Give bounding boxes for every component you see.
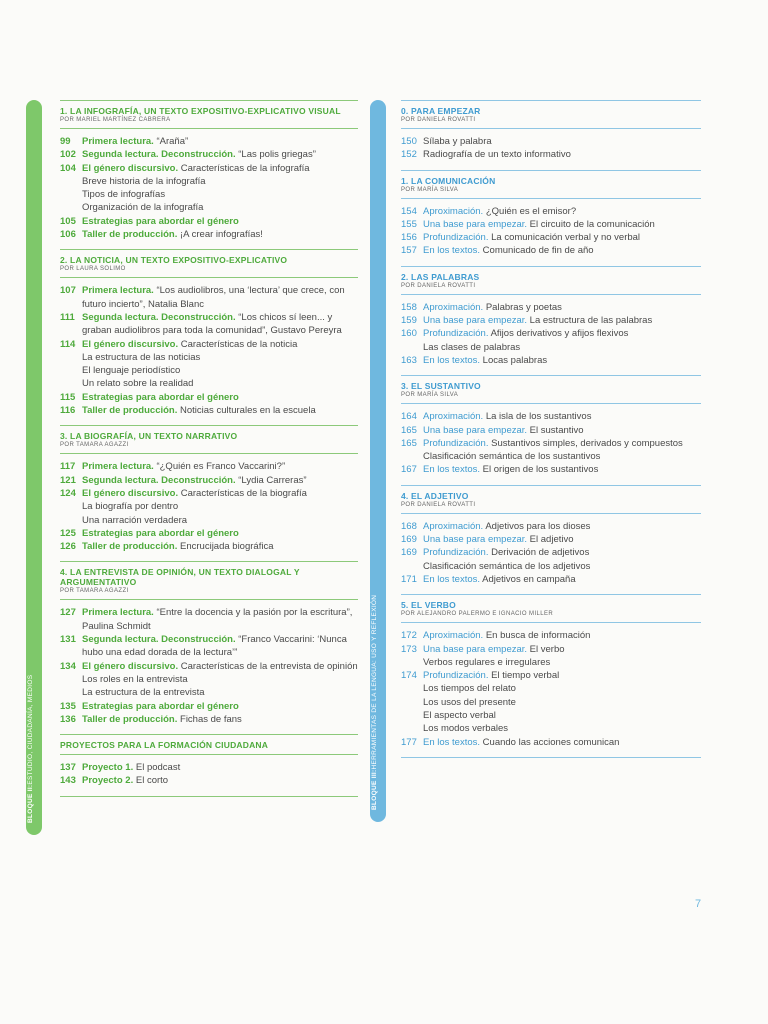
entry-keyword: Aproximación.: [423, 301, 484, 313]
section-author: POR DANIELA ROVATTI: [401, 117, 476, 123]
entry-page-number: 150: [401, 136, 417, 147]
entry-page-number: 158: [401, 301, 417, 313]
section-divider: [60, 277, 358, 278]
entry-page-number: 105: [60, 215, 76, 227]
entry-text: Los modos verbales: [423, 723, 509, 735]
toc-subentry[interactable]: [60, 686, 358, 699]
entry-text: “Franco Vaccarini: ‘Nunca hubo una edad dorada de la lectura’”: [82, 634, 347, 659]
toc-entry[interactable]: [401, 424, 701, 437]
entry-text: Características de la noticia: [178, 338, 298, 350]
toc-section: [60, 734, 358, 796]
toc-entry[interactable]: [401, 205, 701, 218]
toc-entry[interactable]: [60, 540, 358, 553]
toc-section: [401, 170, 701, 266]
toc-entry[interactable]: [401, 669, 701, 682]
toc-section: [401, 375, 701, 484]
entry-keyword: Primera lectura.: [82, 136, 154, 147]
toc-entry[interactable]: [401, 410, 701, 423]
toc-entry[interactable]: [60, 460, 358, 473]
bloque-ii-bar: [26, 100, 42, 835]
entry-text: Palabras y poetas: [483, 301, 562, 313]
entry-text: “Las polis griegas”: [235, 149, 316, 161]
entry-page-number: 111: [60, 311, 75, 323]
entry-keyword: Estrategias para abordar el género: [82, 215, 239, 227]
entry-list: [401, 205, 701, 266]
toc-entry[interactable]: [401, 573, 701, 586]
entry-keyword: Una base para empezar.: [423, 643, 528, 655]
entry-keyword: Aproximación.: [423, 520, 484, 532]
section-author: POR DANIELA ROVATTI: [401, 501, 476, 508]
entry-text: Las clases de palabras: [423, 341, 521, 353]
entry-page-number: 117: [60, 461, 76, 473]
section-title: PROYECTOS PARA LA FORMACIÓN CIUDADANA: [60, 740, 269, 751]
entry-text: En busca de información: [483, 630, 591, 642]
entry-text: Clasificación semántica de los sustantivos: [423, 451, 601, 463]
toc-entry[interactable]: [401, 463, 701, 476]
entry-keyword: Aproximación.: [423, 205, 484, 217]
entry-page-number: 169: [401, 534, 417, 546]
toc-section: [401, 100, 701, 170]
toc-entry[interactable]: [401, 354, 701, 367]
section-title: 3. EL SUSTANTIVO: [401, 381, 481, 392]
toc-entry[interactable]: [60, 474, 358, 487]
entry-text: Noticias culturales en la escuela: [177, 405, 316, 417]
entry-text: Características de la entrevista de opinión: [178, 660, 358, 672]
entry-page-number: 131: [60, 634, 76, 646]
entry-text: “Los chicos sí leen... y graban audiolibros para toda la comunidad”, Gustavo Pereyra: [82, 311, 342, 337]
entry-page-number: 154: [401, 205, 417, 217]
toc-subentry[interactable]: [60, 377, 358, 390]
entry-list: [60, 460, 358, 561]
toc-section: [401, 266, 701, 375]
entry-page-number: 134: [60, 660, 76, 672]
right-column-toc: [401, 100, 701, 764]
section-author: POR MARÍA SILVA: [401, 392, 459, 399]
toc-entry[interactable]: [401, 301, 701, 314]
entry-page-number: 126: [60, 541, 76, 553]
entry-text: El corto: [133, 775, 169, 787]
toc-entry[interactable]: [60, 713, 358, 726]
entry-page-number: 156: [401, 232, 417, 244]
section-divider: [401, 622, 701, 623]
entry-keyword: En los textos.: [423, 464, 481, 476]
entry-keyword: Segunda lectura. Deconstrucción.: [82, 634, 236, 646]
entry-keyword: Proyecto 1.: [82, 762, 134, 774]
section-title: 1. LA INFOGRAFÍA, UN TEXTO EXPOSITIVO-EXPLICATIVO VISUAL: [60, 106, 341, 116]
bloque-ii-label-text: ESTUDIO, CIUDADANÍA, MEDIOS: [27, 674, 34, 785]
entry-keyword: Taller de producción.: [82, 541, 178, 553]
entry-text: El origen de los sustantivos: [480, 464, 599, 476]
bloque-iii-bar: [370, 100, 386, 822]
toc-entry[interactable]: [60, 391, 358, 404]
toc-entry[interactable]: [60, 527, 358, 540]
toc-entry[interactable]: [401, 520, 701, 533]
toc-entry[interactable]: [401, 244, 701, 257]
toc-subentry[interactable]: [401, 450, 701, 463]
toc-entry[interactable]: [401, 736, 701, 749]
toc-entry[interactable]: [60, 487, 358, 500]
toc-section: [401, 485, 701, 594]
entry-keyword: El género discursivo.: [82, 660, 179, 672]
entry-keyword: Profundización.: [423, 437, 489, 449]
entry-text: Afijos derivativos y afijos flexivos: [488, 328, 629, 340]
entry-text: ¡A crear infografías!: [177, 229, 263, 241]
entry-page-number: 164: [401, 411, 417, 423]
entry-keyword: Aproximación.: [423, 411, 484, 423]
entry-page-number: 127: [60, 607, 76, 619]
toc-subentry[interactable]: [60, 673, 358, 686]
entry-text: El verbo: [527, 643, 565, 655]
entry-text: La comunicación verbal y no verbal: [488, 232, 641, 244]
entry-keyword: El género discursivo.: [82, 338, 179, 350]
toc-entry[interactable]: [401, 643, 701, 656]
entry-keyword: Profundización.: [423, 328, 489, 340]
entry-keyword: Taller de producción.: [82, 713, 178, 725]
entry-page-number: 157: [401, 245, 417, 257]
entry-text: Características de la infografía: [178, 162, 310, 174]
entry-page-number: 125: [60, 527, 76, 539]
entry-text: Los tiempos del relato: [423, 683, 516, 695]
entry-keyword: Segunda lectura. Deconstrucción.: [82, 149, 236, 161]
entry-list: [60, 135, 358, 249]
entry-list: [60, 761, 358, 796]
entry-page-number: 104: [60, 162, 76, 174]
toc-subentry[interactable]: [401, 656, 701, 669]
toc-entry[interactable]: [60, 284, 358, 311]
entry-text: El aspecto verbal: [423, 710, 496, 722]
entry-text: Tipos de infografías: [82, 189, 166, 201]
entry-page-number: 174: [401, 670, 417, 682]
entry-text: El lenguaje periodístico: [82, 365, 181, 377]
entry-text: Un relato sobre la realidad: [82, 378, 194, 390]
entry-page-number: 173: [401, 643, 417, 655]
column-end-divider: [60, 796, 358, 797]
toc-subentry[interactable]: [60, 201, 358, 214]
entry-page-number: 177: [401, 736, 417, 748]
entry-keyword: Primera lectura.: [82, 285, 154, 297]
entry-list: [401, 135, 701, 170]
section-author: POR TAMARA AGAZZI: [60, 588, 129, 595]
entry-text: Locas palabras: [480, 354, 548, 366]
entry-keyword: El género discursivo.: [82, 162, 179, 174]
section-title: 0. PARA EMPEZAR: [401, 106, 481, 116]
entry-text: “¿Quién es Franco Vaccarini?”: [153, 461, 286, 473]
toc-entry[interactable]: [401, 135, 701, 148]
toc-entry[interactable]: [60, 404, 358, 417]
section-author: POR TAMARA AGAZZI: [60, 442, 129, 449]
toc-entry[interactable]: [60, 633, 358, 660]
section-divider: [401, 128, 701, 129]
entry-page-number: 116: [60, 405, 76, 417]
toc-subentry[interactable]: [60, 188, 358, 201]
entry-page-number: 136: [60, 713, 76, 725]
toc-entry[interactable]: [60, 700, 358, 713]
toc-entry[interactable]: [401, 533, 701, 546]
entry-text: “Araña”: [153, 136, 189, 147]
entry-page-number: 167: [401, 464, 417, 476]
entry-keyword: Profundización.: [423, 547, 489, 559]
entry-text: Cuando las acciones comunican: [480, 736, 620, 748]
entry-page-number: 135: [60, 700, 76, 712]
entry-text: Fichas de fans: [177, 713, 242, 725]
entry-keyword: Estrategias para abordar el género: [82, 391, 239, 403]
entry-text: La estructura de las palabras: [527, 315, 653, 327]
entry-keyword: Una base para empezar.: [423, 315, 528, 327]
entry-text: Derivación de adjetivos: [488, 547, 590, 559]
entry-page-number: 163: [401, 354, 417, 366]
toc-subentry[interactable]: [401, 722, 701, 735]
toc-section: [60, 425, 358, 561]
toc-entry[interactable]: [60, 311, 358, 338]
section-divider: [401, 198, 701, 199]
toc-subentry[interactable]: [401, 341, 701, 354]
entry-text: El sustantivo: [527, 424, 584, 436]
entry-keyword: Taller de producción.: [82, 229, 178, 241]
toc-entry[interactable]: [401, 327, 701, 340]
entry-keyword: En los textos.: [423, 245, 481, 257]
entry-list: [401, 301, 701, 375]
entry-page-number: 165: [401, 437, 417, 449]
toc-subentry[interactable]: [401, 709, 701, 722]
entry-page-number: 121: [60, 474, 76, 486]
entry-text: Características de la biografía: [178, 487, 307, 499]
entry-keyword: Taller de producción.: [82, 405, 178, 417]
toc-entry[interactable]: [401, 629, 701, 642]
entry-keyword: Segunda lectura. Deconstrucción.: [82, 474, 236, 486]
entry-keyword: Primera lectura.: [82, 461, 154, 473]
section-divider: [60, 453, 358, 454]
section-divider: [401, 403, 701, 404]
toc-entry[interactable]: [60, 162, 358, 175]
entry-text: ¿Quién es el emisor?: [483, 205, 577, 217]
bloque-ii-label-bold: BLOQUE II:: [27, 784, 34, 823]
entry-text: Clasificación semántica de los adjetivos: [423, 560, 591, 572]
entry-page-number: 106: [60, 229, 76, 241]
entry-text: El podcast: [133, 762, 181, 774]
toc-entry[interactable]: [401, 148, 701, 161]
entry-list: [401, 629, 701, 757]
section-author: POR LAURA SOLIMO: [60, 266, 126, 273]
entry-text: La isla de los sustantivos: [483, 411, 592, 423]
column-end-divider: [401, 757, 701, 758]
toc-subentry[interactable]: [60, 175, 358, 188]
section-title: 2. LAS PALABRAS: [401, 271, 480, 282]
entry-page-number: 160: [401, 328, 417, 340]
entry-page-number: 99: [60, 136, 71, 147]
entry-text: El circuito de la comunicación: [527, 218, 655, 230]
entry-text: “Los audiolibros, una ‘lectura’ que crece, con futuro incierto”, Natalia Blanc: [82, 285, 345, 310]
toc-entry[interactable]: [60, 606, 358, 633]
left-column-toc: [60, 100, 358, 803]
entry-keyword: En los textos.: [423, 736, 481, 748]
entry-keyword: Proyecto 2.: [82, 775, 134, 787]
entry-page-number: 159: [401, 315, 417, 327]
entry-page-number: 124: [60, 487, 76, 499]
entry-text: Los roles en la entrevista: [82, 673, 188, 685]
entry-page-number: 137: [60, 762, 76, 774]
entry-page-number: 114: [60, 338, 76, 350]
toc-entry[interactable]: [401, 314, 701, 327]
toc-entry[interactable]: [60, 228, 358, 241]
entry-text: “Lydia Carreras”: [235, 474, 307, 486]
section-title: 1. LA COMUNICACIÓN: [401, 175, 496, 186]
toc-subentry[interactable]: [60, 514, 358, 527]
entry-page-number: 115: [60, 391, 76, 403]
section-divider: [401, 513, 701, 514]
entry-page-number: 168: [401, 520, 417, 532]
entry-text: Comunicado de fin de año: [480, 245, 594, 257]
entry-text: Encrucijada biográfica: [177, 541, 274, 553]
section-divider: [60, 599, 358, 600]
entry-page-number: 165: [401, 424, 417, 436]
section-title: 4. EL ADJETIVO: [401, 490, 469, 501]
toc-section: [401, 594, 701, 757]
entry-keyword: Primera lectura.: [82, 607, 154, 619]
entry-keyword: Una base para empezar.: [423, 218, 528, 230]
entry-keyword: Profundización.: [423, 670, 489, 682]
toc-entry[interactable]: [401, 437, 701, 450]
entry-text: Verbos regulares e irregulares: [423, 656, 551, 668]
toc-entry[interactable]: [401, 218, 701, 231]
entry-text: Los usos del presente: [423, 696, 516, 708]
entry-page-number: 169: [401, 547, 417, 559]
entry-keyword: En los textos.: [423, 354, 481, 366]
toc-section: [60, 100, 358, 249]
toc-entry[interactable]: [60, 660, 358, 673]
toc-entry[interactable]: [60, 338, 358, 351]
entry-text: Una narración verdadera: [82, 514, 188, 526]
toc-subentry[interactable]: [60, 364, 358, 377]
section-title: 4. LA ENTREVISTA DE OPINIÓN, UN TEXTO DIALOGAL Y ARGUMENTATIVO: [60, 567, 300, 588]
toc-subentry[interactable]: [401, 682, 701, 695]
entry-list: [401, 520, 701, 594]
entry-keyword: Estrategias para abordar el género: [82, 700, 239, 712]
entry-text: La estructura de las noticias: [82, 351, 201, 363]
toc-subentry[interactable]: [60, 500, 358, 513]
section-divider: [401, 294, 701, 295]
entry-list: [60, 284, 358, 425]
entry-keyword: Una base para empezar.: [423, 534, 528, 546]
bloque-iii-label-text: HERRAMIENTAS DE LA LENGUA: USO Y REFLEXIÓN: [371, 594, 378, 770]
entry-page-number: 102: [60, 149, 76, 161]
section-divider: [60, 754, 358, 755]
page-number: 7: [695, 898, 702, 910]
entry-text: “Entre la docencia y la pasión por la escritura”, Paulina Schmidt: [82, 607, 353, 632]
entry-text: Breve historia de la infografía: [82, 175, 206, 187]
toc-entry[interactable]: [401, 231, 701, 244]
toc-entry[interactable]: [60, 215, 358, 228]
entry-page-number: 172: [401, 630, 417, 642]
section-author: POR ALEJANDRO PALERMO E IGNACIO MILLER: [401, 611, 554, 618]
entry-text: Organización de la infografía: [82, 202, 204, 214]
entry-list: [60, 606, 358, 734]
entry-page-number: 155: [401, 218, 417, 230]
toc-entry[interactable]: [60, 148, 358, 161]
section-divider: [60, 128, 358, 129]
section-title: 2. LA NOTICIA, UN TEXTO EXPOSITIVO-EXPLICATIVO: [60, 255, 288, 266]
entry-page-number: 143: [60, 775, 76, 787]
entry-text: Adjetivos en campaña: [480, 573, 576, 585]
entry-keyword: El género discursivo.: [82, 487, 179, 499]
entry-text: El tiempo verbal: [488, 670, 560, 682]
toc-subentry[interactable]: [401, 560, 701, 573]
entry-list: [401, 410, 701, 484]
toc-entry[interactable]: [60, 135, 358, 148]
toc-subentry[interactable]: [401, 696, 701, 709]
entry-text: El adjetivo: [527, 534, 574, 546]
section-author: POR MARIEL MARTÍNEZ CABRERA: [60, 117, 171, 123]
entry-text: Sílaba y palabra: [423, 136, 492, 147]
entry-page-number: 152: [401, 149, 417, 161]
section-title: 5. EL VERBO: [401, 600, 456, 611]
toc-section: [60, 561, 358, 734]
toc-subentry[interactable]: [60, 351, 358, 364]
entry-text: La biografía por dentro: [82, 501, 179, 513]
entry-keyword: Aproximación.: [423, 630, 484, 642]
entry-text: La estructura de la entrevista: [82, 687, 205, 699]
section-author: POR DANIELA ROVATTI: [401, 282, 476, 289]
entry-text: Sustantivos simples, derivados y compuestos: [488, 437, 683, 449]
entry-keyword: Profundización.: [423, 232, 489, 244]
entry-keyword: Estrategias para abordar el género: [82, 527, 239, 539]
toc-entry[interactable]: [60, 774, 358, 787]
toc-entry[interactable]: [60, 761, 358, 774]
entry-page-number: 171: [401, 573, 417, 585]
entry-keyword: Una base para empezar.: [423, 424, 528, 436]
entry-keyword: En los textos.: [423, 573, 481, 585]
toc-entry[interactable]: [401, 546, 701, 559]
section-title: 3. LA BIOGRAFÍA, UN TEXTO NARRATIVO: [60, 431, 238, 442]
entry-page-number: 107: [60, 285, 76, 297]
entry-keyword: Segunda lectura. Deconstrucción.: [82, 311, 236, 323]
bloque-iii-label-bold: BLOQUE III:: [371, 769, 378, 810]
entry-text: Radiografía de un texto informativo: [423, 149, 571, 161]
entry-text: Adjetivos para los dioses: [483, 520, 591, 532]
toc-section: [60, 249, 358, 425]
section-author: POR MARÍA SILVA: [401, 186, 459, 193]
